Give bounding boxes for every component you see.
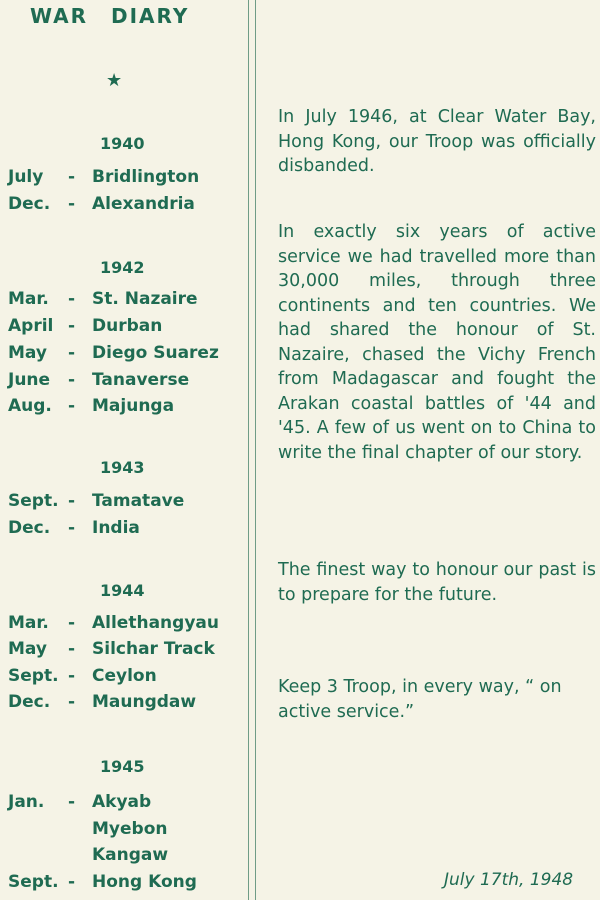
entry-month: Sept. (8, 872, 59, 892)
entry-dash: - (68, 370, 76, 390)
entry-place: Tamatave (92, 491, 185, 511)
entry-dash: - (68, 316, 76, 336)
entry-dash: - (68, 491, 76, 511)
entry-dash: - (68, 872, 76, 892)
entry-month: Sept. (8, 491, 59, 511)
entry-month: Sept. (8, 666, 59, 686)
entry-dash: - (68, 289, 76, 309)
entry-dash: - (68, 194, 76, 214)
entry-dash: - (68, 396, 76, 416)
entry-place: Allethangyau (92, 613, 219, 633)
paragraph-service (278, 220, 596, 465)
star-icon: ★ (106, 70, 123, 91)
entry-month: Dec. (8, 692, 51, 712)
entry-dash: - (68, 518, 76, 538)
paragraph-text: In July 1946, at Clear Water Bay, Hong Kong, our Troop was officially disbanded. (278, 107, 596, 176)
entry-dash: - (68, 666, 76, 686)
entry-month: July (8, 167, 44, 187)
entry-place: St. Nazaire (92, 289, 198, 309)
paragraph-text: Keep 3 Troop, in every way, “ on active service.” (278, 677, 562, 722)
year-heading: 1940 (100, 134, 145, 153)
year-heading: 1942 (100, 258, 145, 277)
entry-dash: - (68, 613, 76, 633)
entry-dash: - (68, 792, 76, 812)
column-divider-left (248, 0, 249, 900)
entry-dash: - (68, 639, 76, 659)
entry-dash: - (68, 167, 76, 187)
paragraph-text: The finest way to honour our past is to prepare for the future. (278, 560, 596, 605)
entry-month: June (8, 370, 51, 390)
entry-month: Aug. (8, 396, 52, 416)
paragraph-finest-way (278, 558, 596, 607)
entry-dash: - (68, 343, 76, 363)
entry-place: Maungdaw (92, 692, 197, 712)
entry-month: Jan. (8, 792, 45, 812)
entry-month: May (8, 639, 47, 659)
entry-place: Ceylon (92, 666, 157, 686)
entry-place: India (92, 518, 140, 538)
entry-place: Kangaw (92, 845, 169, 865)
entry-place: Durban (92, 316, 163, 336)
entry-place: Majunga (92, 396, 175, 416)
signature-date: July 17th, 1948 (444, 870, 574, 890)
entry-month: Mar. (8, 613, 49, 633)
entry-dash: - (68, 692, 76, 712)
column-divider-right (255, 0, 256, 900)
paragraph-disbanded (278, 105, 596, 179)
year-heading: 1943 (100, 458, 145, 477)
entry-place: Silchar Track (92, 639, 215, 659)
entry-month: April (8, 316, 54, 336)
entry-place: Akyab (92, 792, 152, 812)
paragraph-keep-troop (278, 675, 596, 724)
page-title: WAR DIARY (30, 4, 190, 28)
entry-place: Alexandria (92, 194, 195, 214)
entry-place: Tanaverse (92, 370, 190, 390)
entry-place: Myebon (92, 819, 168, 839)
entry-place: Bridlington (92, 167, 200, 187)
entry-place: Diego Suarez (92, 343, 219, 363)
year-heading: 1944 (100, 581, 145, 600)
entry-place: Hong Kong (92, 872, 197, 892)
entry-month: Dec. (8, 194, 51, 214)
paragraph-text: In exactly six years of active service we had travelled more than 30,000 miles, through three continents and ten countries. We had shared the honour of St. Nazaire, chased the Vichy French from Madagascar and fought the Arakan coastal battles of '44 and '45. A few of us went on to China to write the final chapter of our story. (278, 222, 596, 463)
entry-month: Mar. (8, 289, 49, 309)
entry-month: Dec. (8, 518, 51, 538)
entry-month: May (8, 343, 47, 363)
year-heading: 1945 (100, 757, 145, 776)
